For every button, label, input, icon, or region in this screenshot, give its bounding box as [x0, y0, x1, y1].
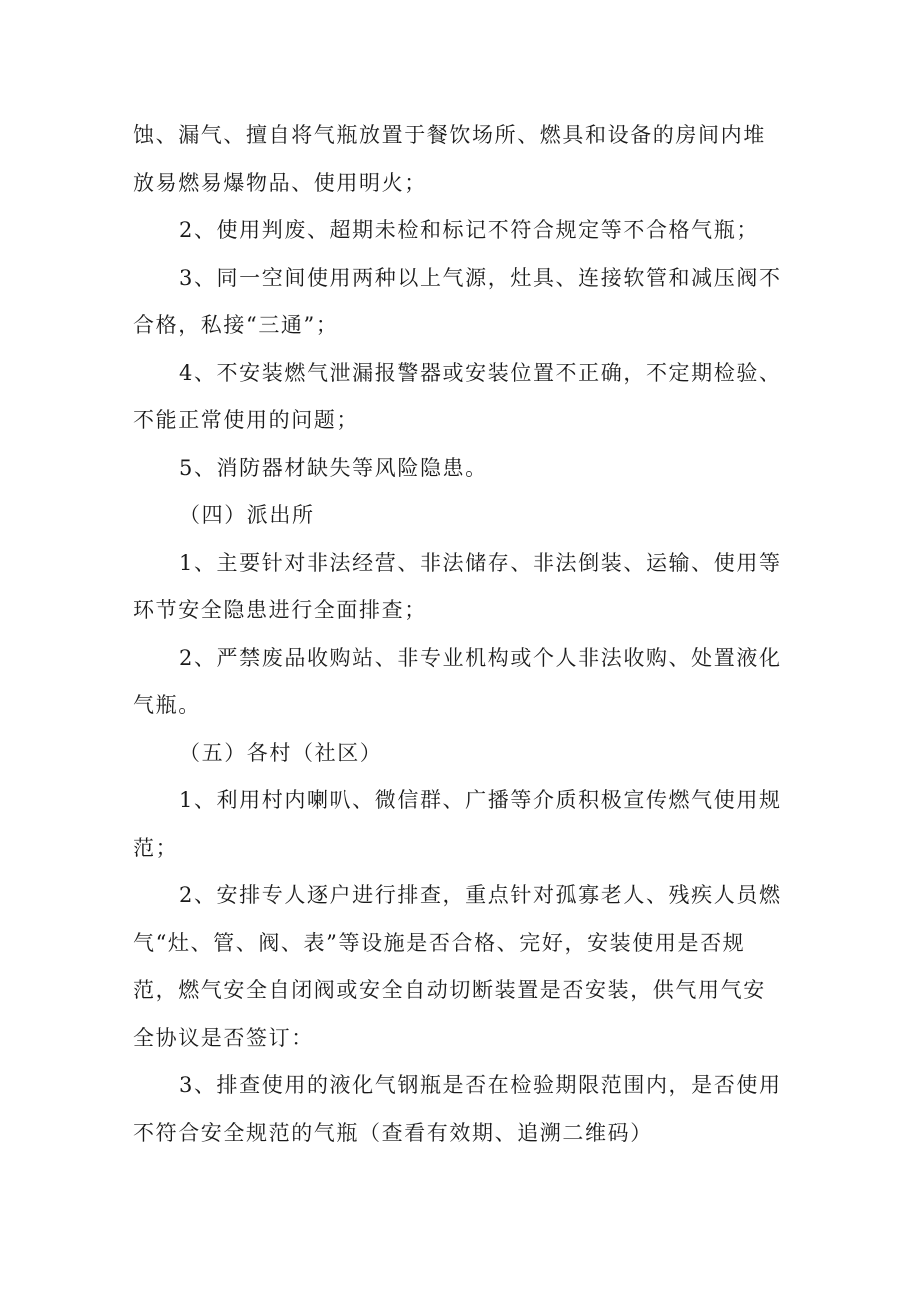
paragraph-continuation [133, 112, 793, 207]
paragraph-village-item-1 [133, 777, 793, 872]
heading-text: （五）各村（社区） [179, 740, 383, 765]
text-line: 1、利用村内喇叭、微信群、广播等介质积极宣传燃气使用规 [179, 788, 782, 812]
text-line: 2、安排专人逐户进行排查，重点针对孤寡老人、残疾人员燃 [179, 883, 782, 907]
heading-text: （四）派出所 [179, 503, 315, 527]
text-line: 3、排查使用的液化气钢瓶是否在检验期限范围内，是否使用 [179, 1073, 782, 1097]
text-line: 范； [133, 835, 179, 860]
text-line: 不符合安全规范的气瓶（查看有效期、追溯二维码） [133, 1120, 653, 1145]
text-line: 4、不安装燃气泄漏报警器或安装位置不正确，不定期检验、 [179, 360, 782, 385]
paragraph-village-item-3 [133, 1062, 793, 1157]
paragraph-police-item-2 [133, 635, 793, 730]
text-line: 放易燃易爆物品、使用明火； [133, 170, 427, 195]
text-line: 合格，私接“三通”； [133, 313, 339, 337]
paragraph-item-5 [133, 445, 793, 493]
text-line: 3、同一空间使用两种以上气源，灶具、连接软管和减压阀不 [179, 265, 782, 290]
text-line: 环节安全隐患进行全面排查； [133, 598, 427, 622]
text-line: 全协议是否签订： [133, 1025, 314, 1050]
paragraph-item-3 [133, 255, 793, 350]
document-page [133, 112, 793, 1157]
text-line: 气“灶、管、阀、表”等设施是否合格、完好，安装使用是否规 [133, 930, 746, 955]
section-heading-police-station [133, 492, 793, 540]
text-line: 不能正常使用的问题； [133, 408, 359, 432]
text-line: 1、主要针对非法经营、非法储存、非法倒装、运输、使用等 [179, 550, 782, 575]
text-line: 气瓶。 [133, 693, 201, 717]
paragraph-police-item-1 [133, 540, 793, 635]
paragraph-item-4 [133, 350, 793, 445]
text-line: 5、消防器材缺失等风险隐患。 [179, 455, 488, 480]
text-line: 蚀、漏气、擅自将气瓶放置于餐饮场所、燃具和设备的房间内堆 [133, 123, 766, 147]
paragraph-item-2 [133, 207, 793, 255]
section-heading-villages [133, 730, 793, 778]
text-line: 范，燃气安全自闭阀或安全自动切断装置是否安装，供气用气安 [133, 978, 766, 1002]
text-line: 2、使用判废、超期未检和标记不符合规定等不合格气瓶； [179, 218, 759, 242]
text-line: 2、严禁废品收购站、非专业机构或个人非法收购、处置液化 [179, 645, 782, 670]
paragraph-village-item-2 [133, 872, 793, 1062]
